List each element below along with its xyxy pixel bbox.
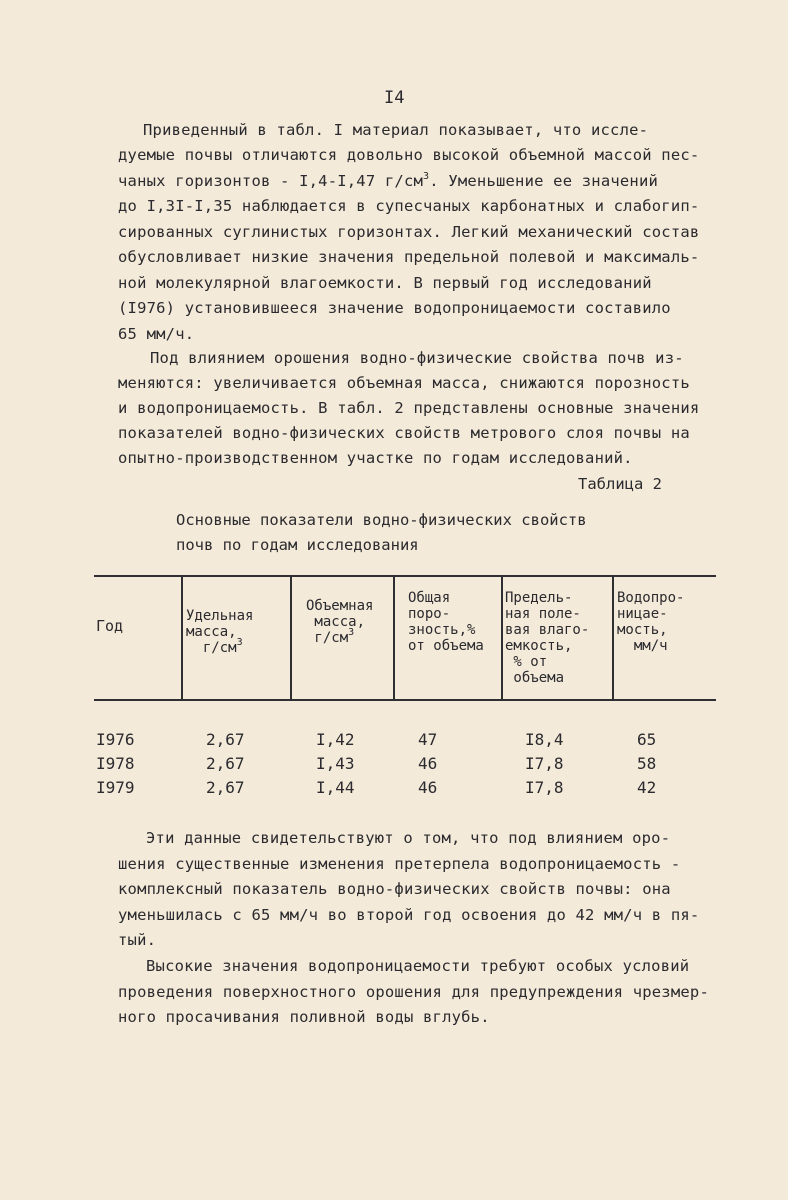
paragraph-3-line-4: уменьшилась с 65 мм/ч во второй год освоения до 42 мм/ч в пя-	[118, 906, 700, 924]
cell-specific-mass: 2,67	[206, 730, 245, 749]
header-permeability: Водопро- ницае- мость, мм/ч	[617, 590, 685, 654]
table-column-divider	[612, 577, 614, 699]
header-specific-mass-text: Удельная масса, г/см	[186, 608, 254, 656]
paragraph-3-line-3: комплексный показатель водно-физических свойств почвы: она	[118, 880, 671, 898]
cell-field-capacity: I7,8	[525, 754, 564, 773]
cell-specific-mass: 2,67	[206, 754, 245, 773]
cell-porosity: 47	[418, 730, 438, 749]
table-label: Таблица 2	[578, 475, 662, 493]
paragraph-4-line-3: ного просачивания поливной воды вглубь.	[118, 1008, 490, 1026]
header-specific-mass	[186, 608, 253, 656]
paragraph-4-line-1: Высокие значения водопроницаемости требуют особых условий	[146, 957, 690, 975]
cell-bulk-mass: I,44	[316, 778, 355, 797]
paragraph-3-line-1: Эти данные свидетельствуют о том, что под влиянием оро-	[146, 829, 671, 847]
paragraph-1-line-5: сированных суглинистых горизонтах. Легкий механический состав	[118, 223, 700, 241]
table-top-rule	[94, 575, 716, 577]
paragraph-1-line-1: Приведенный в табл. I материал показывает, что иссле-	[143, 121, 649, 139]
cell-porosity: 46	[418, 754, 438, 773]
cell-bulk-mass: I,42	[316, 730, 355, 749]
header-year: Год	[96, 617, 124, 635]
cell-year: I978	[96, 754, 135, 773]
superscript: 3	[423, 171, 430, 182]
paragraph-1-line-3-text: чаных горизонтов - I,4-I,47 г/см	[118, 172, 424, 190]
cell-year: I979	[96, 778, 135, 797]
paragraph-1-line-3-tail: . Уменьшение ее значений	[429, 172, 659, 190]
table-column-divider	[501, 577, 503, 699]
table-caption-line-2: почв по годам исследования	[176, 536, 419, 554]
header-bulk-mass	[306, 598, 373, 646]
paragraph-1-line-6: обусловливает низкие значения предельной полевой и максималь-	[118, 248, 700, 266]
page-number: I4	[384, 88, 405, 108]
superscript: 3	[236, 637, 243, 648]
paragraph-2-line-1: Под влиянием орошения водно-физические свойства почв из-	[150, 349, 684, 367]
cell-year: I976	[96, 730, 135, 749]
superscript: 3	[348, 627, 355, 638]
table-column-divider	[393, 577, 395, 699]
paragraph-1-line-3	[118, 169, 658, 194]
header-field-capacity: Предель- ная поле- вая влаго- емкость, % от объема	[505, 590, 590, 686]
paragraph-2-line-3: и водопроницаемость. В табл. 2 представлены основные значения	[118, 399, 700, 417]
paragraph-2-line-2: меняются: увеличивается объемная масса, снижаются порозность	[118, 374, 690, 392]
cell-field-capacity: I8,4	[525, 730, 564, 749]
paragraph-1-line-2: дуемые почвы отличаются довольно высокой объемной массой пес-	[118, 146, 700, 164]
paragraph-1-line-4: до I,3I-I,35 наблюдается в супесчаных карбонатных и слабогип-	[118, 197, 700, 215]
table-header-rule	[94, 699, 716, 701]
cell-bulk-mass: I,43	[316, 754, 355, 773]
header-porosity: Общая поро- зность,% от объема	[408, 590, 484, 654]
cell-field-capacity: I7,8	[525, 778, 564, 797]
table-column-divider	[290, 577, 292, 699]
cell-specific-mass: 2,67	[206, 778, 245, 797]
cell-permeability: 58	[637, 754, 657, 773]
cell-permeability: 42	[637, 778, 657, 797]
paragraph-1-line-8: (I976) установившееся значение водопроницаемости составило	[118, 299, 671, 317]
paragraph-4-line-2: проведения поверхностного орошения для предупреждения чрезмер-	[118, 983, 709, 1001]
table-column-divider	[181, 577, 183, 699]
paragraph-2-line-4: показателей водно-физических свойств метрового слоя почвы на	[118, 424, 690, 442]
paragraph-1-line-7: ной молекулярной влагоемкости. В первый год исследований	[118, 274, 652, 292]
cell-porosity: 46	[418, 778, 438, 797]
paragraph-3-line-2: шения существенные изменения претерпела водопроницаемость -	[118, 855, 681, 873]
table-caption-line-1: Основные показатели водно-физических свойств	[176, 511, 587, 529]
header-bulk-mass-text: Объемная масса, г/см	[306, 598, 374, 646]
paragraph-1-line-9: 65 мм/ч.	[118, 325, 195, 343]
paragraph-2-line-5: опытно-производственном участке по годам исследований.	[118, 449, 633, 467]
paragraph-3-line-5: тый.	[118, 931, 157, 949]
cell-permeability: 65	[637, 730, 657, 749]
